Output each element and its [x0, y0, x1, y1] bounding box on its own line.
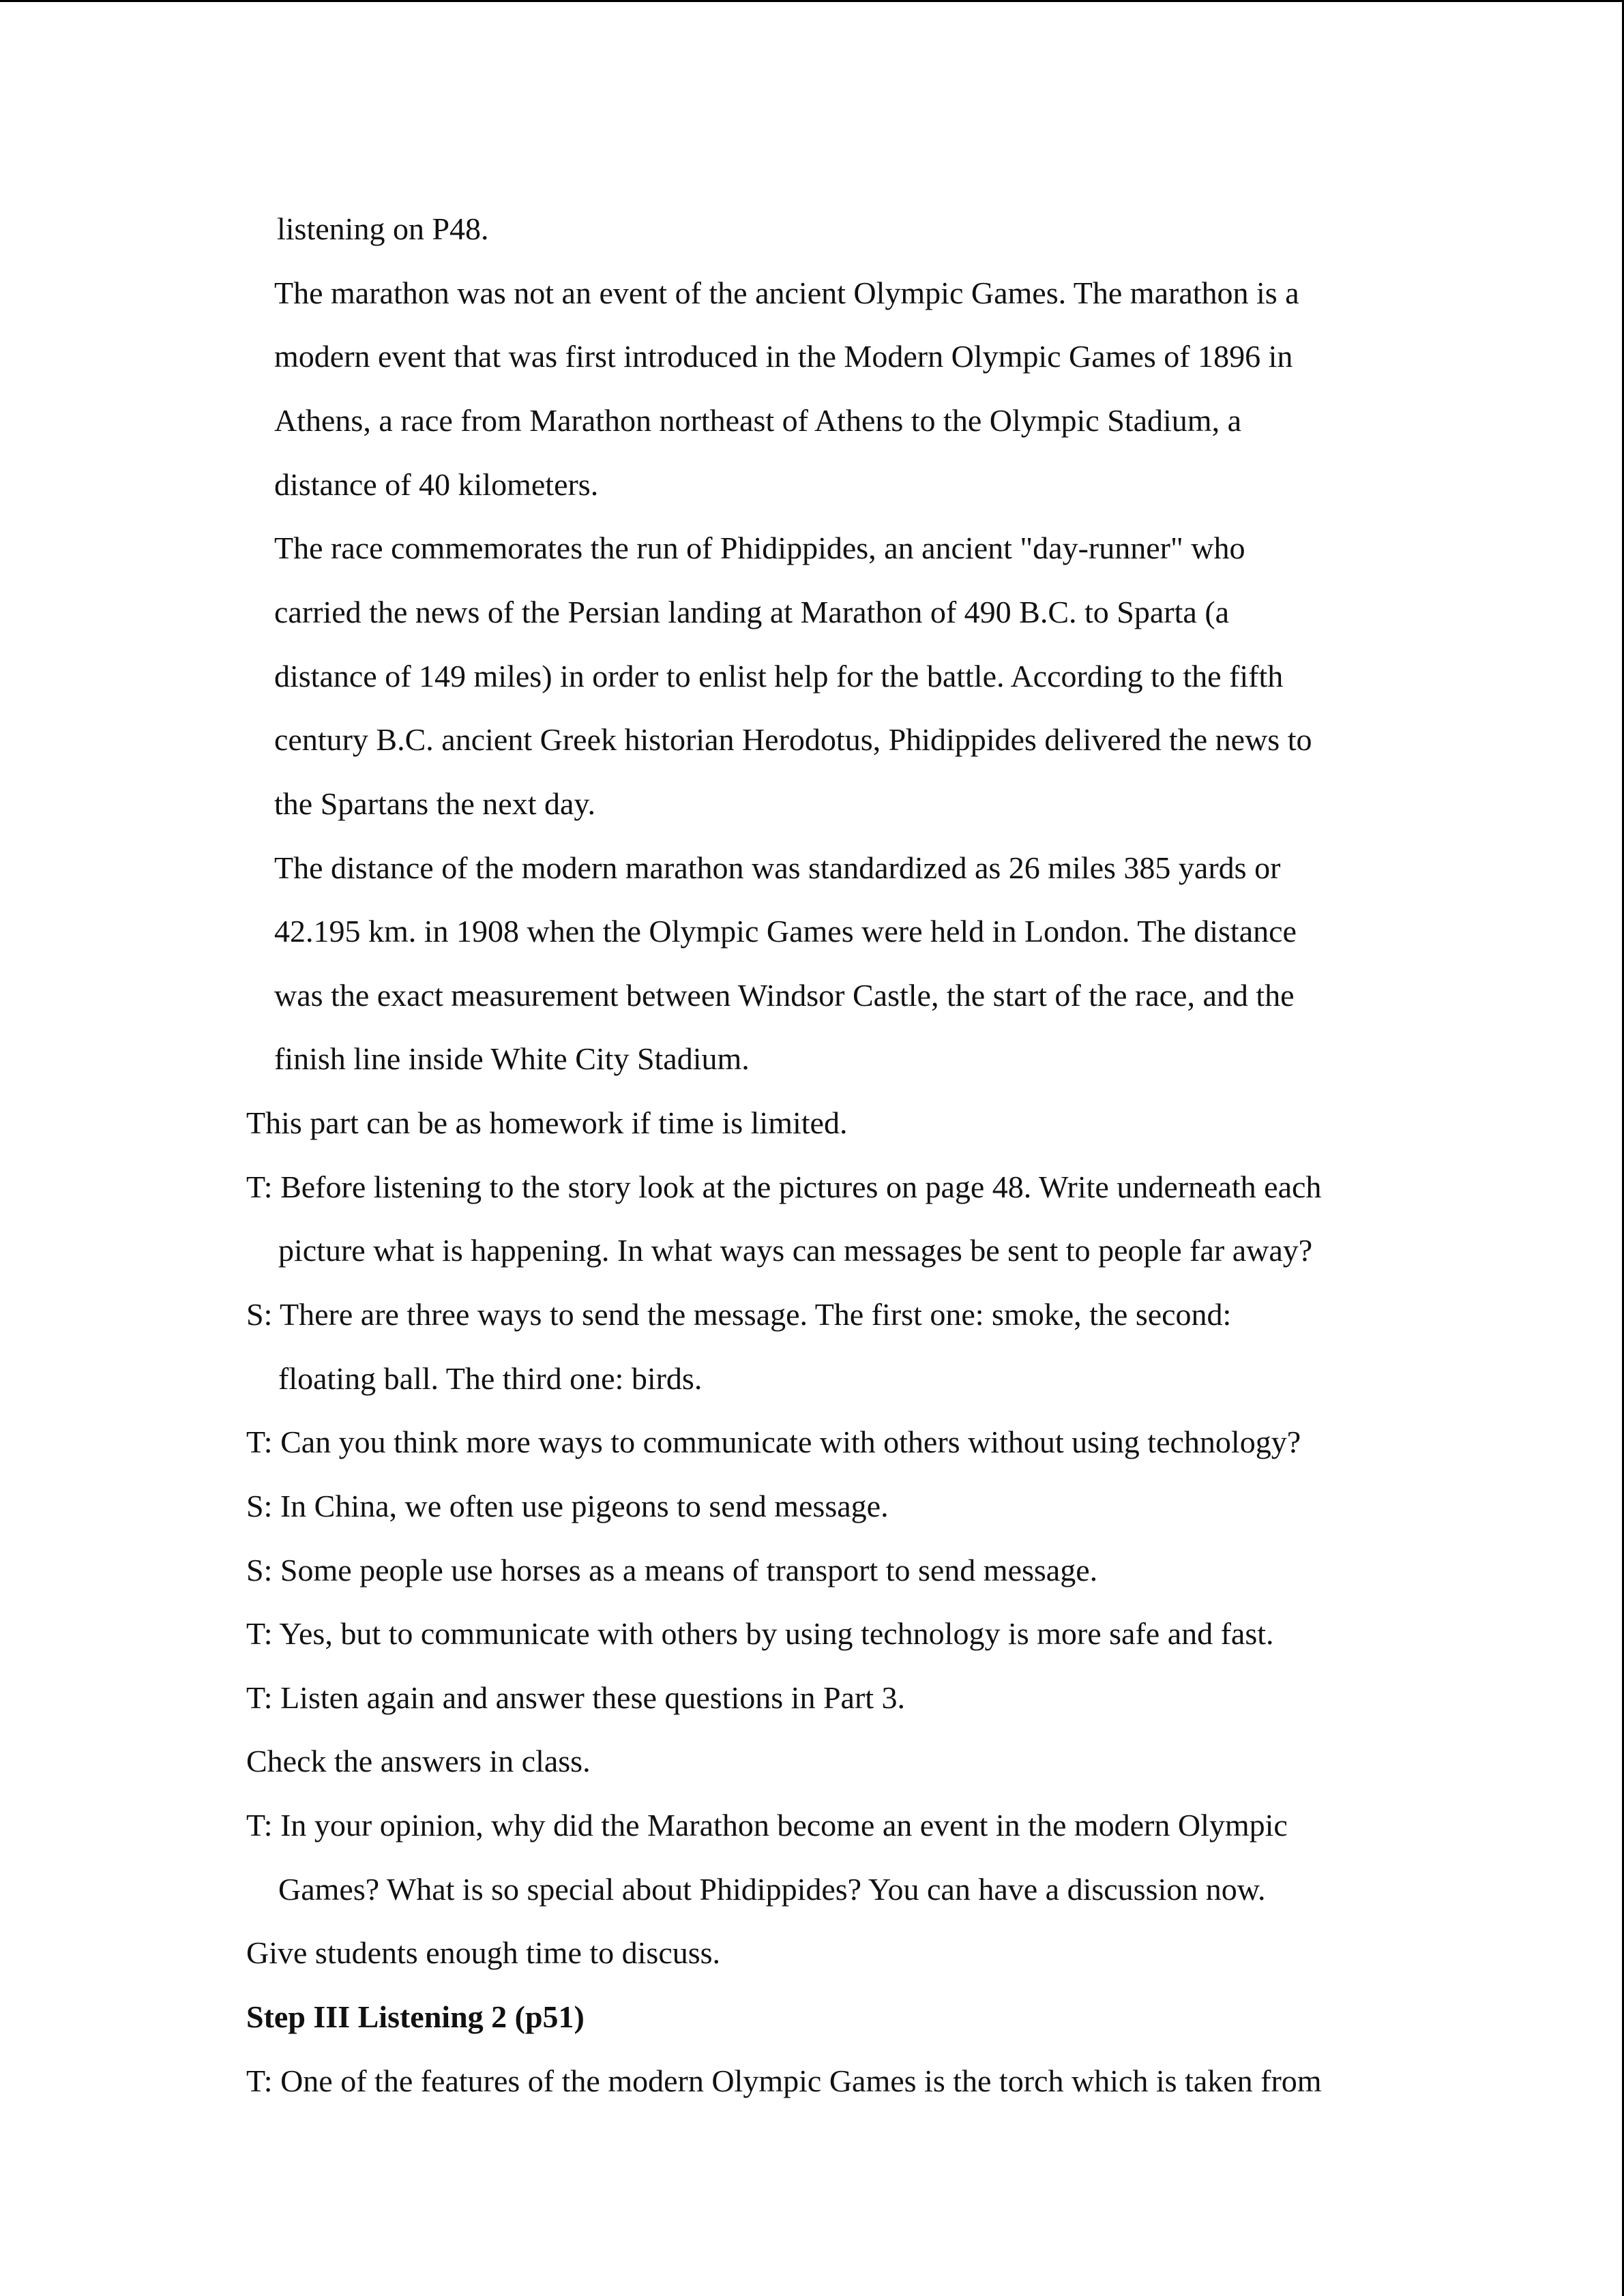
- text-line: was the exact measurement between Windsor Castle, the start of the race, and the: [274, 978, 1295, 1013]
- text-line: This part can be as homework if time is limited.: [246, 1105, 848, 1140]
- text-line: T: One of the features of the modern Olympic Games is the torch which is taken from: [246, 2063, 1322, 2098]
- page-top-border: [0, 0, 1624, 2]
- text-line: listening on P48.: [277, 211, 489, 246]
- text-line: picture what is happening. In what ways can messages be sent to people far away?: [278, 1233, 1313, 1268]
- text-line: T: Listen again and answer these questions in Part 3.: [246, 1680, 906, 1715]
- text-line: T: Before listening to the story look at the pictures on page 48. Write underneath each: [246, 1169, 1322, 1204]
- text-line: T: Yes, but to communicate with others by using technology is more safe and fast.: [246, 1616, 1274, 1651]
- text-line: The race commemorates the run of Phidippides, an ancient "day-runner" who: [274, 531, 1245, 565]
- text-line: distance of 40 kilometers.: [274, 467, 599, 502]
- text-line: The marathon was not an event of the ancient Olympic Games. The marathon is a: [274, 275, 1299, 310]
- text-line: the Spartans the next day.: [274, 786, 595, 821]
- text-line: T: In your opinion, why did the Marathon become an event in the modern Olympic: [246, 1808, 1288, 1843]
- text-line: The distance of the modern marathon was standardized as 26 miles 385 yards or: [274, 850, 1281, 885]
- text-line: floating ball. The third one: birds.: [278, 1361, 703, 1396]
- text-line: Athens, a race from Marathon northeast of Athens to the Olympic Stadium, a: [274, 403, 1241, 438]
- text-line: T: Can you think more ways to communicate with others without using technology?: [246, 1425, 1301, 1459]
- text-line: 42.195 km. in 1908 when the Olympic Games were held in London. The distance: [274, 914, 1297, 949]
- text-line: carried the news of the Persian landing at Marathon of 490 B.C. to Sparta (a: [274, 595, 1230, 629]
- section-heading: Step III Listening 2 (p51): [246, 1999, 585, 2034]
- text-line: distance of 149 miles) in order to enlist help for the battle. According to the fifth: [274, 659, 1284, 694]
- text-line: century B.C. ancient Greek historian Herodotus, Phidippides delivered the news to: [274, 722, 1312, 757]
- text-line: Check the answers in class.: [246, 1744, 591, 1778]
- text-line: Games? What is so special about Phidippides? You can have a discussion now.: [278, 1872, 1266, 1907]
- text-line: S: In China, we often use pigeons to send message.: [246, 1489, 889, 1523]
- text-line: S: There are three ways to send the message. The first one: smoke, the second:: [246, 1297, 1232, 1332]
- text-line: modern event that was first introduced in the Modern Olympic Games of 1896 in: [274, 339, 1293, 374]
- text-line: finish line inside White City Stadium.: [274, 1041, 750, 1076]
- text-line: S: Some people use horses as a means of transport to send message.: [246, 1553, 1098, 1587]
- text-line: Give students enough time to discuss.: [246, 1935, 721, 1970]
